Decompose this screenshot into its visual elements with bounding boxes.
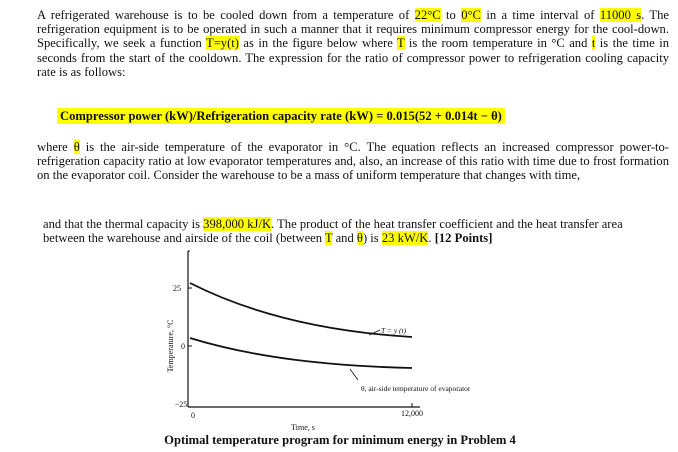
highlight-theta: θ — [73, 140, 80, 154]
y-tick-label-minus-25: −25 — [174, 400, 188, 409]
figure-caption: Optimal temperature program for minimum energy in Problem 4 — [164, 433, 516, 447]
points-label: [12 Points] — [434, 231, 493, 246]
curve-label-evaporator: θ, air-side temperature of evaporator — [361, 384, 471, 393]
highlight-var-t: t — [591, 36, 596, 51]
y-axis-label: Temperature, °C — [166, 319, 175, 373]
x-tick-label-0: 0 — [191, 411, 195, 420]
problem-paragraph-1: A refrigerated warehouse is to be cooled down from a temperature of 22°C to 0°C in a time interval of 11000 s. The refrigeration equipment is to be operated in such a manner that it requires minimum compressor energy for the cool-down. Specifically, we seek a function T=y(t) as in the figure below where T is the room temperature in °C and t is the time in seconds from the start of the cooldown. The expression for the ratio of compressor power to refrigeration cooling capacity rate is as follows: — [37, 8, 670, 79]
y-tick-label-0: 0 — [181, 342, 185, 351]
curve-evaporator-temperature — [190, 338, 412, 368]
highlight-theta-2: θ — [356, 231, 363, 246]
leader-room-temperature — [369, 330, 380, 335]
equation-highlight: Compressor power (kW)/Refrigeration capacity rate (kW) = 0.015(52 + 0.014t − θ) — [57, 108, 505, 124]
highlight-capacity: 398,000 kJ/K — [203, 217, 272, 231]
highlight-time-interval: 11000 s — [599, 8, 642, 22]
leader-evaporator — [350, 369, 358, 380]
highlight-ua: 23 kW/K — [381, 231, 429, 246]
highlight-function: T=y(t) — [206, 36, 239, 51]
curve-room-temperature — [190, 283, 412, 337]
y-tick-label-25: 25 — [173, 284, 181, 293]
highlight-end-temp: 0°C — [461, 8, 481, 22]
problem-paragraph-3: and that the thermal capacity is 398,000 kJ/K. The product of the heat transfer coefficient and the heat transfer area between the warehouse and airside of the coil (between T and θ) is 23 kW/K. [12 Points] — [43, 217, 623, 246]
highlight-var-T: T — [397, 36, 405, 51]
highlight-start-temp: 22°C — [414, 8, 441, 22]
x-axis-label: Time, s — [291, 423, 315, 432]
curve-label-room-temperature: T = y (t) — [381, 326, 407, 335]
highlight-var-T-2: T — [324, 231, 333, 246]
problem-paragraph-2: where θ is the air-side temperature of the evaporator in °C. The equation reflects an increased compressor power-to-refrigeration capacity ratio at low evaporator temperatures and, also, an increase of this ratio with time due to frost formation on the evaporator coil. Consider the warehouse to be a mass of uniform temperature that changes with time, — [37, 140, 669, 183]
x-tick-label-end: 12,000 — [401, 409, 423, 418]
